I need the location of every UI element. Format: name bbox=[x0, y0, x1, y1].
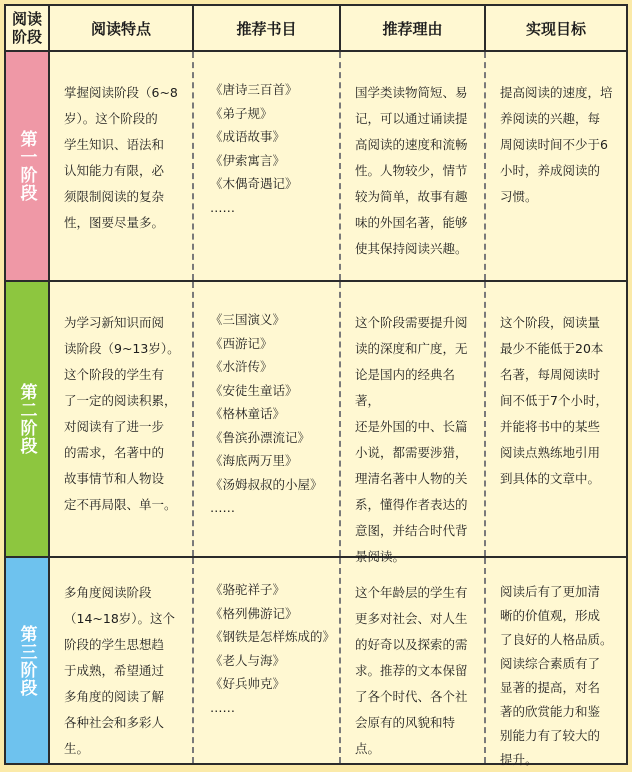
book-item: …… bbox=[210, 199, 235, 215]
stage-1-label: 第一阶段 bbox=[16, 130, 37, 202]
header-books: 推荐书目 bbox=[236, 19, 297, 38]
book-item: 《三国演义》 bbox=[210, 312, 286, 327]
book-item: 《唐诗三百首》 bbox=[210, 82, 298, 97]
book-item: 《安徒生童话》 bbox=[210, 382, 298, 398]
stage-2-features: 为学习新知识而阅 读阶段（9~13岁）。 这个阶段的学生有 了一定的阅读积累， 对阅读有了进一步 的需求，名著中的 故事情节和人物设 定不再局限、单一。 bbox=[50, 282, 194, 556]
stage-2-goal: 这个阶段，阅读量 最少不能低于20本 名著，每周阅读时 间不低于7个小时， 并能将书中的某些 阅读点熟练地引用 到具体的文章中。 bbox=[500, 315, 608, 486]
stage-3-label: 第三阶段 bbox=[16, 624, 37, 697]
book-item: 《水浒传》 bbox=[210, 359, 273, 374]
stage-2-reason: 这个阶段需要提升阅 读的深度和广度，无 论是国内的经典名著， 还是外国的中、长篇 小说，都需要涉猎， 理清名著中人物的关 系，懂得作者表达的 意图，并结合时代背 景阅读。 bbox=[341, 282, 486, 556]
book-item: 《格林童话》 bbox=[210, 406, 286, 421]
book-item: 《骆驼祥子》 bbox=[210, 582, 286, 597]
stage-row-2 bbox=[6, 282, 626, 564]
book-item: 《伊索寓言》 bbox=[210, 152, 286, 168]
stage-1-label-cell bbox=[6, 52, 50, 280]
book-item: 《海底两万里》 bbox=[210, 453, 298, 468]
book-item: 《弟子规》 bbox=[210, 105, 273, 121]
reading-stages-table bbox=[4, 4, 628, 765]
stage-row-1 bbox=[6, 52, 626, 282]
header-goal-cell bbox=[486, 6, 626, 50]
stage-3-label-cell bbox=[6, 558, 50, 763]
book-item: 《汤姆叔叔的小屋》 bbox=[210, 476, 323, 492]
stage-3-reason: 这个年龄层的学生有 更多对社会、对人生 的好奇以及探索的需 求。推荐的文本保留 了各个时代、各个社 会原有的风貌和特点。 bbox=[341, 558, 486, 763]
book-item: 《鲁滨孙漂流记》 bbox=[210, 429, 311, 445]
stage-1-goal: 提高阅读的速度，培 养阅读的兴趣，每 周阅读时间不少于6 小时，养成阅读的 习惯。 bbox=[500, 85, 613, 204]
table-header-row bbox=[6, 6, 626, 52]
book-item: 《木偶奇遇记》 bbox=[210, 176, 298, 191]
stage-1-reason: 国学类读物简短、易 记，可以通过诵读提 高阅读的速度和流畅 性。人物较少，情节 较为简单，故事有趣 味的外国名著，能够 使其保持阅读兴趣。 bbox=[341, 52, 486, 280]
stage-row-3 bbox=[6, 558, 626, 767]
stage-1-features: 掌握阅读阶段（6~8 岁）。这个阶段的 学生知识、语法和 认知能力有限，必 须限制阅读的复杂 性，图要尽量多。 bbox=[50, 52, 194, 280]
header-stage-cell bbox=[6, 6, 50, 50]
header-stage-line1: 阅读 bbox=[11, 10, 42, 28]
book-item: 《好兵帅克》 bbox=[210, 676, 286, 691]
book-item: 《成语故事》 bbox=[210, 129, 286, 144]
header-features: 阅读特点 bbox=[90, 19, 151, 38]
book-item: 《西游记》 bbox=[210, 335, 273, 351]
header-goal: 实现目标 bbox=[525, 19, 586, 38]
stage-1-books bbox=[194, 52, 341, 280]
stage-3-goal: 阅读后有了更加清 晰的价值观，形成 了良好的人格品质。 阅读综合素质有了 显著的提高，对名 著的欣赏能力和鉴 别能力有了较大的 提升。 bbox=[500, 584, 613, 767]
header-books-cell bbox=[194, 6, 341, 50]
header-features-cell bbox=[50, 6, 194, 50]
stage-2-label-cell bbox=[6, 282, 50, 556]
stage-2-books bbox=[194, 282, 341, 556]
header-stage-line2: 阶段 bbox=[11, 28, 42, 46]
book-item: …… bbox=[210, 699, 235, 715]
stage-2-label: 第二阶段 bbox=[16, 383, 37, 455]
book-item: 《格列佛游记》 bbox=[210, 605, 298, 621]
stage-3-books bbox=[194, 558, 341, 763]
stage-3-features: 多角度阅读阶段 （14~18岁）。这个 阶段的学生思想趋 于成熟，希望通过 多角度的阅读了解 各种社会和多彩人 生。 bbox=[50, 558, 194, 763]
book-item: 《钢铁是怎样炼成的》 bbox=[210, 629, 336, 644]
header-reason-cell bbox=[341, 6, 486, 50]
book-item: 《老人与海》 bbox=[210, 652, 286, 668]
book-item: …… bbox=[210, 500, 235, 515]
header-reason: 推荐理由 bbox=[382, 19, 443, 38]
